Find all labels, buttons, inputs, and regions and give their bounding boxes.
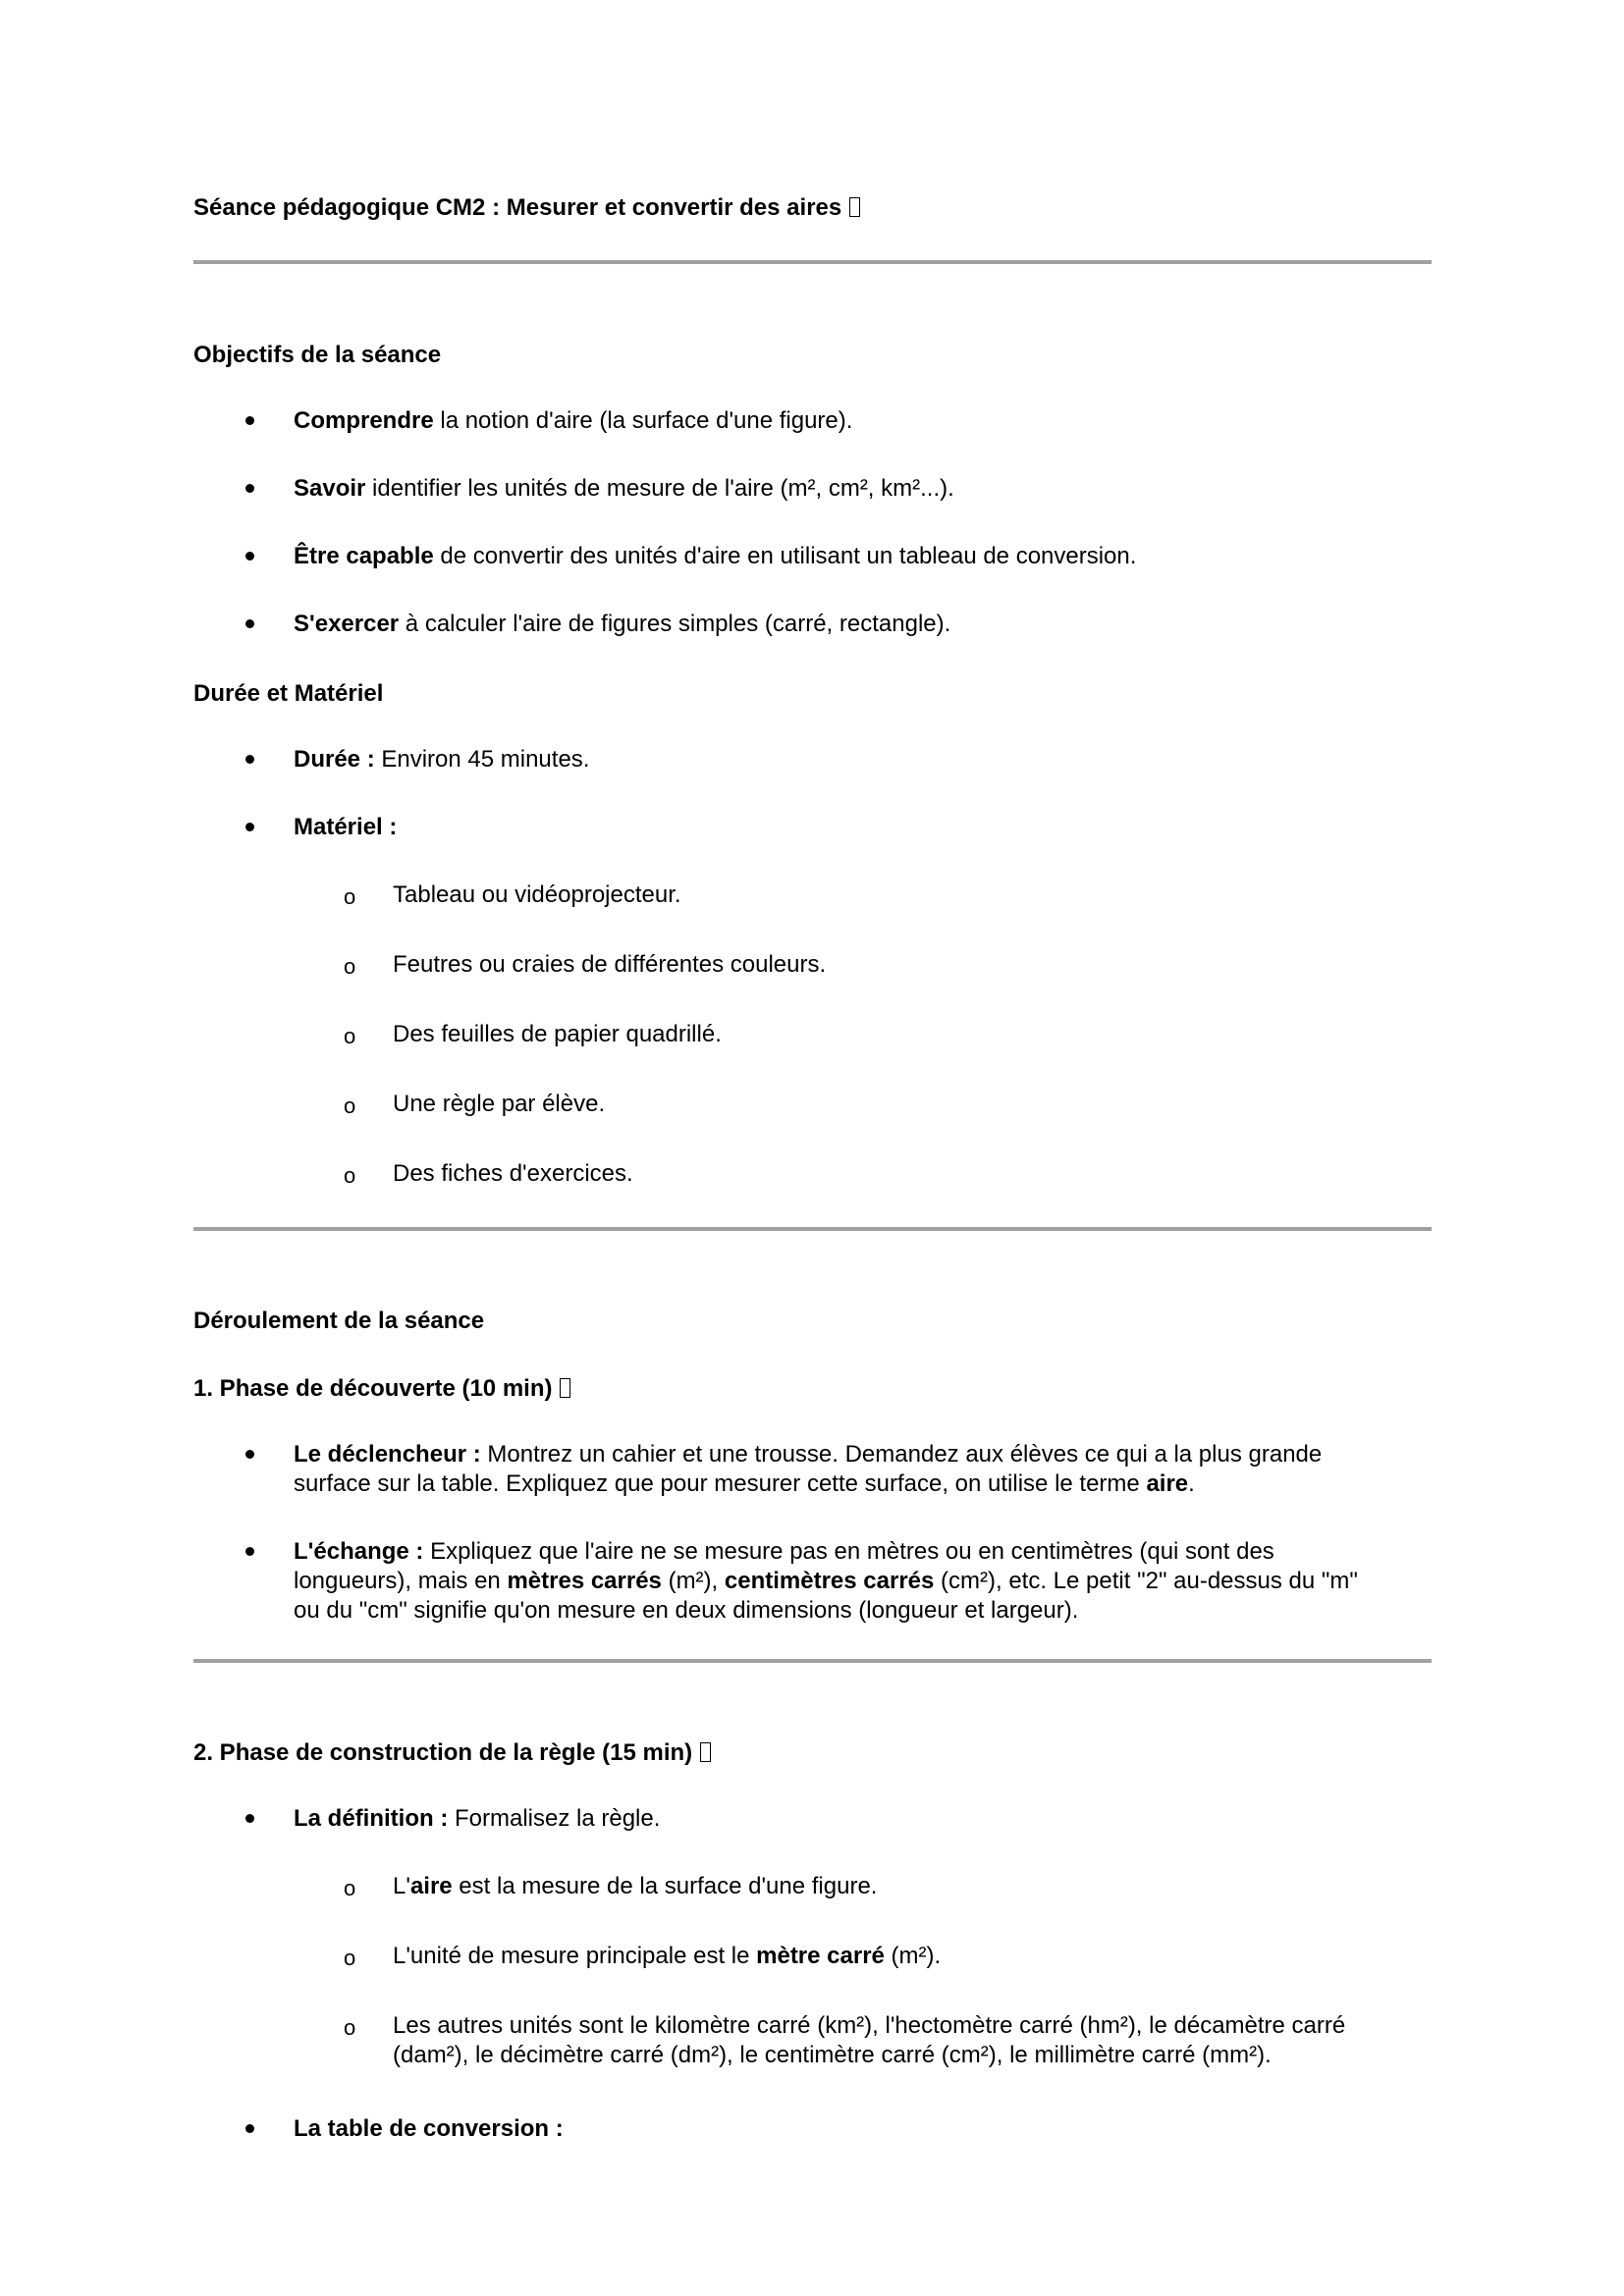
section-heading-deroulement: Déroulement de la séance	[193, 1308, 485, 1334]
circle-bullet-icon: o	[344, 2015, 356, 2040]
horizontal-rule	[193, 260, 1432, 264]
circle-bullet-icon: o	[344, 884, 356, 909]
bullet-icon	[245, 2124, 254, 2133]
circle-bullet-icon: o	[344, 1946, 356, 1970]
circle-bullet-icon: o	[344, 1876, 356, 1900]
sub-list-item: Les autres unités sont le kilomètre carré (km²), l'hectomètre carré (hm²), le décamètre carré (dam²), le décimètre carré (dm²), le centimètre carré (cm²), le millimètre carré (mm²).	[393, 2012, 1346, 2068]
phase2-heading-text: 2. Phase de construction de la règle (15 min)	[193, 1739, 693, 1766]
section-heading-objectifs: Objectifs de la séance	[193, 342, 442, 368]
section-heading-duree-materiel: Durée et Matériel	[193, 680, 384, 707]
sub-list-item: L'unité de mesure principale est le mètre carré (m²).	[393, 1943, 942, 1969]
phase2-heading	[193, 1739, 711, 1767]
circle-bullet-icon: o	[344, 1094, 356, 1118]
missing-glyph-icon	[700, 1742, 711, 1762]
circle-bullet-icon: o	[344, 1024, 356, 1048]
bullet-icon	[245, 1450, 254, 1459]
bullet-icon	[245, 1814, 254, 1823]
bullet-icon	[245, 484, 254, 493]
bullet-icon	[245, 1547, 254, 1556]
phase1-heading-text: 1. Phase de découverte (10 min)	[193, 1375, 553, 1402]
horizontal-rule	[193, 1659, 1432, 1663]
bullet-icon	[245, 416, 254, 425]
list-item: S'exercer à calculer l'aire de figures simples (carré, rectangle).	[294, 611, 951, 637]
list-item: Savoir identifier les unités de mesure de l'aire (m², cm², km²...).	[294, 475, 954, 502]
circle-bullet-icon: o	[344, 1163, 356, 1188]
bullet-icon	[245, 755, 254, 764]
sub-list-item: Des feuilles de papier quadrillé.	[393, 1021, 722, 1047]
horizontal-rule	[193, 1227, 1432, 1231]
bullet-icon	[245, 823, 254, 831]
document-title	[193, 194, 860, 222]
sub-list-item: L'aire est la mesure de la surface d'une figure.	[393, 1873, 878, 1899]
title-text: Séance pédagogique CM2 : Mesurer et convertir des aires	[193, 194, 842, 221]
sub-list-item: Feutres ou craies de différentes couleurs.	[393, 951, 827, 978]
list-item-definition: La définition : Formalisez la règle.	[294, 1805, 661, 1832]
list-item-declencheur: Le déclencheur : Montrez un cahier et une trousse. Demandez aux élèves ce qui a la plus grande surface sur la table. Expliquez que pour mesurer cette surface, on utilise le terme aire.	[294, 1441, 1323, 1497]
list-item: Comprendre la notion d'aire (la surface d'une figure).	[294, 407, 853, 434]
sub-list-item: Une règle par élève.	[393, 1091, 606, 1117]
bullet-icon	[245, 552, 254, 561]
phase1-heading	[193, 1375, 570, 1403]
list-item: Être capable de convertir des unités d'aire en utilisant un tableau de conversion.	[294, 543, 1137, 569]
list-item-echange: L'échange : Expliquez que l'aire ne se mesure pas en mètres ou en centimètres (qui sont des longueurs), mais en mètres carrés (m²), centimètres carrés (cm²), etc. Le petit "2" au-dessus du "m" ou du "cm" signifie qu'on mesure en deux dimensions (longueur et largeur).	[294, 1538, 1358, 1624]
list-item-materiel: Matériel :	[294, 814, 398, 840]
list-item-table-conversion: La table de conversion :	[294, 2115, 564, 2142]
circle-bullet-icon: o	[344, 954, 356, 979]
missing-glyph-icon	[849, 197, 860, 217]
bullet-icon	[245, 619, 254, 628]
sub-list-item: Des fiches d'exercices.	[393, 1160, 633, 1187]
sub-list-item: Tableau ou vidéoprojecteur.	[393, 881, 681, 908]
missing-glyph-icon	[560, 1378, 570, 1398]
list-item-duree: Durée : Environ 45 minutes.	[294, 746, 590, 773]
